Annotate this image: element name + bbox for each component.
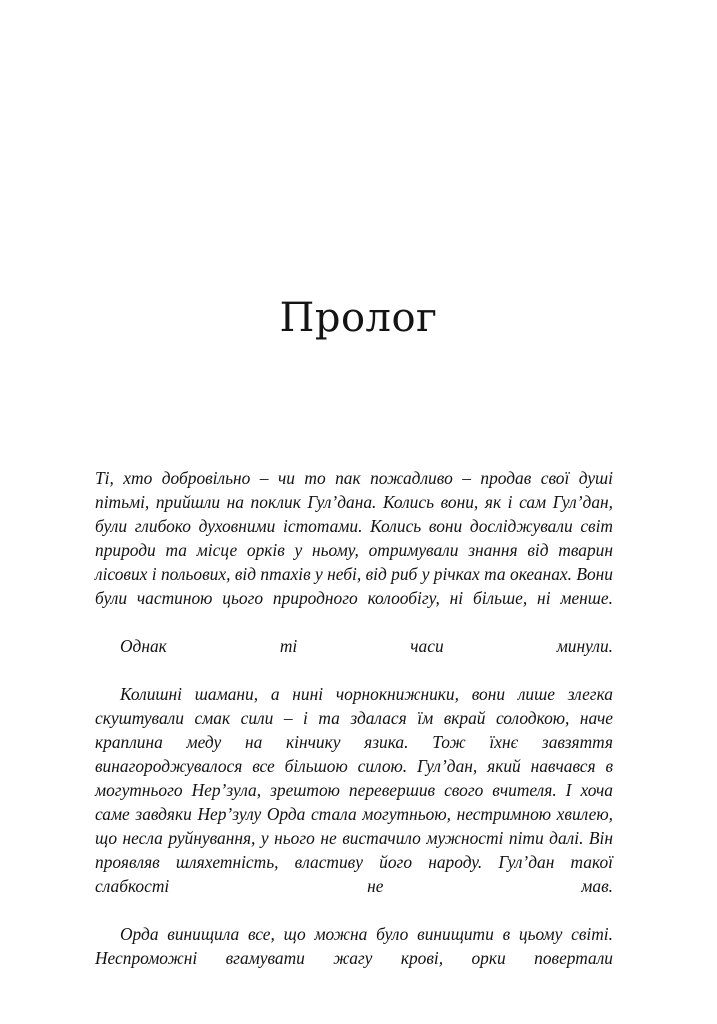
body-paragraph: Однак ті часи минули.: [120, 636, 613, 656]
body-paragraph: Колишні шамани, а нині чорнокнижники, вони лише злегка скуштували смак сили – і та здалася їм вкрай солодкою, наче краплина меду на кінчику язика. Тож їхнє завзяття винагороджувалося все більшою силою. Гул’дан, який навчався в могутнього Нер’зула, зрештою перевершив свого вчителя. І хоча саме завдяки Нер’зулу Орда стала могутньою, нестримною хвилею, що несла руйнування, у нього не вистачило мужності піти далі. Він проявляв шляхетність, властиву його народу. Гул’дан такої слабкості не мав.: [95, 684, 613, 896]
body-paragraph: Ті, хто добровільно – чи то пак пожадливо – продав свої душі пітьмі, прийшли на поклик Гул’дана. Колись вони, як і сам Гул’дан, були глибоко духовними істотами. Колись вони досліджували світ природи та місце орків у ньому, отримували знання від тварин лісових і польових, від птахів у небі, від риб у річках та океанах. Вони були частиною цього природного колообігу, ні більше, ні менше.: [95, 468, 613, 608]
chapter-title: Пролог: [279, 294, 438, 341]
body-paragraph: Орда винищила все, що можна було винищити в цьому світі. Неспроможні вгамувати жагу крові, орки повертали: [95, 924, 613, 968]
body-text-block: [95, 466, 613, 994]
